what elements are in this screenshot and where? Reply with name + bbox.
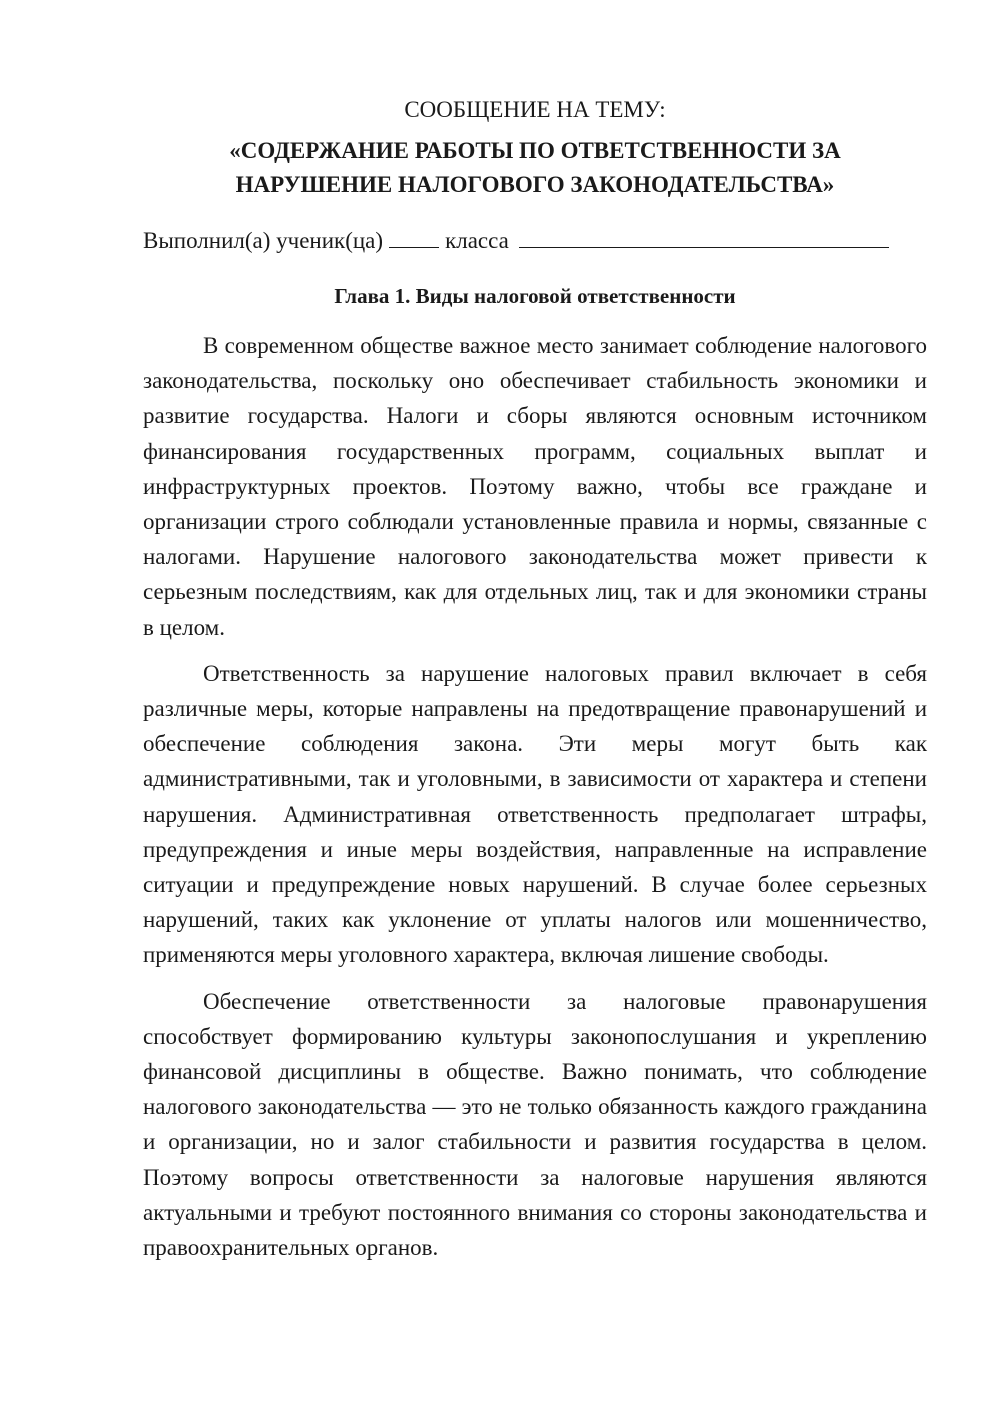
author-row: [143, 224, 927, 258]
paragraph-1: В современном обществе важное место занимает соблюдение налогового законодательства, поскольку оно обеспечивает стабильность экономики и развитие государства. Налоги и сборы являются основным источником финансирования государственных программ, социальных выплат и инфраструктурных проектов. Поэтому важно, чтобы все граждане и организации строго соблюдали установленные правила и нормы, связанные с налогами. Нарушение налогового законодательства может привести к серьезным последствиям, как для отдельных лиц, так и для экономики страны в целом.: [143, 333, 927, 640]
title-line-1: «СОДЕРЖАНИЕ РАБОТЫ ПО ОТВЕТСТВЕННОСТИ ЗА: [229, 138, 841, 163]
topic-line: СООБЩЕНИЕ НА ТЕМУ:: [404, 97, 666, 122]
title-line-2: НАРУШЕНИЕ НАЛОГОВОГО ЗАКОНОДАТЕЛЬСТВА»: [235, 172, 835, 197]
class-blank-field[interactable]: [389, 225, 439, 248]
document-page: [143, 0, 927, 1265]
paragraph-2: Ответственность за нарушение налоговых правил включает в себя различные меры, которые направлены на предотвращение правонарушений и обеспечение соблюдения закона. Эти меры могут быть как административными, так и уголовными, в зависимости от характера и степени нарушения. Административная ответственность предполагает штрафы, предупреждения и иные меры воздействия, направленные на исправление ситуации и предупреждение новых нарушений. В случае более серьезных нарушений, таких как уклонение от уплаты налогов или мошенничество, применяются меры уголовного характера, включая лишение свободы.: [143, 660, 927, 968]
name-blank-field[interactable]: [519, 225, 889, 248]
author-label: Выполнил(а) ученик(ца): [143, 228, 384, 253]
chapter-heading: Глава 1. Виды налоговой ответственности: [334, 284, 736, 308]
paragraph-3: Обеспечение ответственности за налоговые правонарушения способствует формированию культуры законопослушания и укреплению финансовой дисциплины в обществе. Важно понимать, что соблюдение налогового законодательства — это не только обязанность каждого гражданина и организации, но и залог стабильности и развития государства в целом. Поэтому вопросы ответственности за налоговые нарушения являются актуальными и требуют постоянного внимания со стороны законодательства и правоохранительных органов.: [143, 988, 927, 1261]
class-label: класса: [445, 228, 509, 253]
